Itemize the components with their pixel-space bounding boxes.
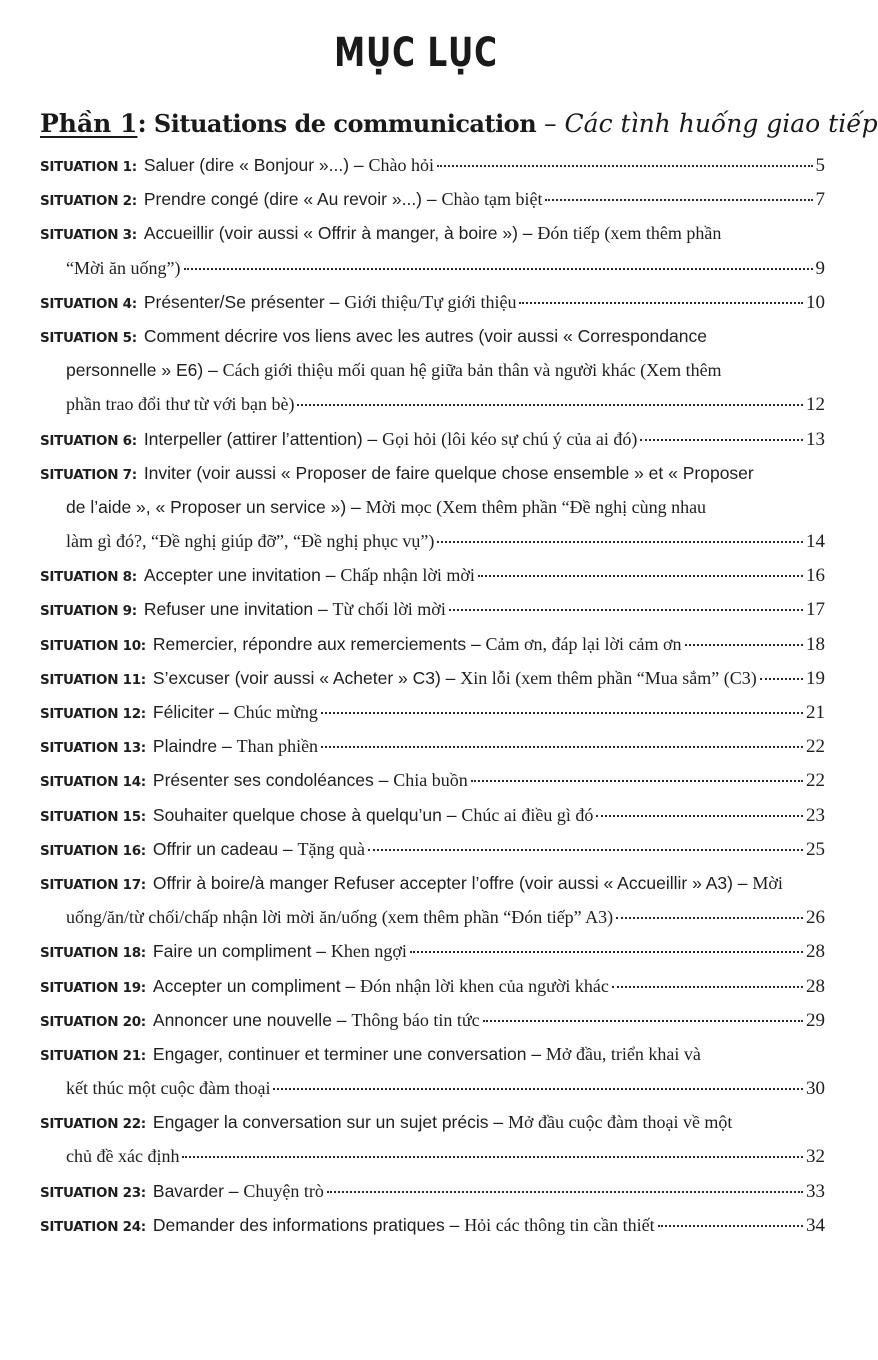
entry-title-french: Engager la conversation sur un sujet précis – (152, 1112, 508, 1133)
toc-entry-line (40, 934, 825, 968)
entry-text (66, 490, 706, 524)
entry-text (153, 798, 593, 832)
entry-title-vietnamese: Đón nhận lời khen của người khác (360, 975, 609, 996)
page-number: 26 (806, 907, 825, 929)
entry-text (66, 900, 613, 934)
page-number: 10 (806, 291, 825, 313)
situation-label: SITUATION 3: (40, 227, 137, 244)
toc-entry-line (40, 319, 825, 353)
toc-entry[interactable] (40, 729, 825, 763)
entry-text (144, 148, 434, 182)
toc-entry[interactable] (40, 182, 825, 216)
toc-entry-line (40, 353, 825, 387)
entry-title-vietnamese: Chấp nhận lời mời (340, 565, 475, 586)
situation-label: SITUATION 8: (40, 569, 137, 586)
entry-text (153, 866, 783, 900)
situation-label: SITUATION 6: (40, 432, 137, 449)
toc-entry[interactable] (40, 1208, 825, 1242)
dot-leader (327, 1191, 803, 1193)
dot-leader (321, 746, 803, 748)
page-title: MỤC LỤC (334, 30, 498, 76)
toc-entry-line (40, 387, 825, 421)
entry-title-vietnamese: làm gì đó?, “Đề nghị giúp đỡ”, “Đề nghị phục vụ”) (66, 531, 435, 552)
entry-title-vietnamese: “Mời ăn uống”) (66, 257, 181, 278)
situation-label: SITUATION 7: (40, 466, 137, 483)
page-number: 5 (815, 155, 825, 176)
entry-title-french: Engager, continuer et terminer une conversation – (152, 1043, 546, 1064)
dot-leader (658, 1225, 803, 1227)
toc-entry[interactable] (40, 1003, 825, 1037)
entry-title-vietnamese: Chúc mừng (233, 702, 318, 722)
situation-label: SITUATION 19: (40, 979, 146, 996)
situation-label: SITUATION 5: (40, 329, 137, 346)
dot-leader (321, 712, 803, 714)
dot-leader (760, 678, 803, 680)
page-number: 33 (806, 1180, 825, 1202)
dot-leader (685, 644, 803, 646)
entry-title-vietnamese: Mời mọc (Xem thêm phần “Đề nghị cùng nhau (365, 496, 707, 517)
entry-title-french: Inviter (voir aussi « Proposer de faire quelque chose ensemble » et « Proposer (143, 462, 754, 483)
entry-title-vietnamese: Thông báo tin tức (351, 1009, 480, 1030)
toc-entry-line (40, 456, 825, 490)
toc-entry-line (40, 1208, 825, 1242)
toc-entry-line (40, 524, 825, 558)
part-colon: : (137, 109, 147, 138)
situation-label: SITUATION 2: (40, 193, 137, 210)
part-title-vietnamese: Các tình huống giao tiếp (564, 109, 878, 138)
entry-title-french: Accueillir (voir aussi « Offrir à manger, à boire ») – (143, 223, 538, 244)
page-number: 13 (806, 428, 825, 450)
situation-label: SITUATION 9: (40, 603, 137, 620)
entry-title-french: Remercier, répondre aux remerciements – (152, 633, 486, 654)
entry-title-vietnamese: Mở đầu cuộc đàm thoại về một (507, 1112, 733, 1133)
situation-label: SITUATION 24: (40, 1218, 146, 1235)
entry-text (66, 1071, 270, 1105)
situation-label: SITUATION 21: (40, 1047, 146, 1064)
entry-title-french: Bavarder – (152, 1180, 244, 1201)
toc-entry-line (40, 866, 825, 900)
page-number: 9 (815, 257, 825, 279)
page-number: 22 (806, 770, 825, 792)
entry-text (144, 456, 754, 490)
entry-text (66, 251, 181, 285)
page-number: 22 (806, 736, 825, 758)
toc-entry-line (40, 798, 825, 832)
page-number: 16 (806, 565, 825, 587)
entry-title-french: Féliciter – (152, 702, 234, 722)
toc-entry[interactable] (40, 934, 825, 968)
toc-entry[interactable] (40, 627, 825, 661)
situation-label: SITUATION 15: (40, 808, 146, 825)
page-number: 28 (806, 975, 825, 997)
entry-title-french: Offrir à boire/à manger Refuser accepter l’offre (voir aussi « Accueillir » A3) – (152, 872, 753, 893)
entry-text (153, 1037, 701, 1071)
toc-entry[interactable] (40, 832, 825, 866)
entry-title-french: personnelle » E6) – (66, 360, 223, 381)
entry-text (153, 1105, 733, 1139)
toc-entry[interactable] (40, 456, 825, 559)
situation-label: SITUATION 17: (40, 876, 146, 893)
toc-entry-line (40, 763, 825, 797)
toc-entry-line (40, 1003, 825, 1037)
toc-entry-line (40, 490, 825, 524)
toc-entry[interactable] (40, 798, 825, 832)
situation-label: SITUATION 12: (40, 706, 146, 722)
dot-leader (184, 268, 813, 270)
entry-title-vietnamese: Than phiền (236, 736, 319, 757)
entry-title-vietnamese: uống/ăn/từ chối/chấp nhận lời mời ăn/uống (xem thêm phần “Đón tiếp” A3) (66, 907, 614, 928)
situation-label: SITUATION 11: (40, 671, 146, 688)
toc-entry-line (40, 251, 825, 285)
dot-leader (640, 439, 803, 441)
entry-text (153, 1174, 324, 1208)
dot-leader (437, 165, 812, 167)
dot-leader (273, 1088, 803, 1090)
dot-leader (368, 849, 803, 851)
entry-text (66, 524, 434, 558)
toc-entry[interactable] (40, 216, 825, 284)
toc-entry[interactable] (40, 422, 825, 456)
toc-entry-line (40, 216, 825, 250)
toc-entry-line (40, 969, 825, 1003)
toc-entry[interactable] (40, 592, 825, 626)
entry-text (153, 1208, 655, 1242)
page-number: 21 (806, 702, 825, 723)
entry-title-vietnamese: Cảm ơn, đáp lại lời cảm ơn (485, 633, 682, 654)
dot-leader (297, 404, 803, 406)
entry-title-vietnamese: Đón tiếp (xem thêm phần (537, 223, 722, 244)
dot-leader (616, 917, 803, 919)
entry-title-french: Refuser une invitation – (143, 599, 333, 620)
entry-title-french: Faire un compliment – (152, 941, 331, 962)
entry-title-vietnamese: Gọi hỏi (lôi kéo sự chú ý của ai đó) (382, 428, 638, 449)
entry-title-french: Prendre congé (dire « Au revoir »...) – (143, 189, 442, 210)
toc-entry[interactable] (40, 695, 825, 729)
entry-title-vietnamese: Mời (752, 872, 783, 893)
entry-text (144, 182, 543, 216)
toc-entry-line (40, 592, 825, 626)
entry-title-vietnamese: chủ đề xác định (66, 1146, 180, 1167)
entry-text (66, 387, 294, 421)
toc-entry[interactable] (40, 1037, 825, 1105)
entry-title-french: Présenter ses condoléances – (152, 770, 394, 791)
page-number: 19 (806, 667, 825, 689)
entry-text (66, 1139, 179, 1173)
entry-title-french: Comment décrire vos liens avec les autres (voir aussi « Correspondance (143, 325, 707, 346)
toc-entry-line (40, 1071, 825, 1105)
page-number: 23 (806, 804, 825, 826)
entry-text (144, 592, 446, 626)
dot-leader (519, 302, 803, 304)
toc-entry-line (40, 1174, 825, 1208)
toc-entry-line (40, 422, 825, 456)
page-number: 28 (806, 941, 825, 963)
page-number: 25 (806, 838, 825, 860)
entry-title-vietnamese: Chia buồn (393, 770, 468, 791)
situation-label: SITUATION 10: (40, 637, 146, 654)
toc-entry[interactable] (40, 148, 825, 182)
dot-leader (478, 575, 803, 577)
entry-title-french: Accepter une invitation – (143, 565, 341, 586)
situation-label: SITUATION 1: (40, 159, 137, 175)
entry-title-vietnamese: phần trao đổi thư từ với bạn bè) (66, 394, 295, 415)
toc-entry-line (40, 285, 825, 319)
entry-title-vietnamese: kết thúc một cuộc đàm thoại (66, 1078, 271, 1099)
entry-text (153, 695, 318, 729)
situation-label: SITUATION 23: (40, 1184, 146, 1201)
dot-leader (612, 986, 803, 988)
entry-title-vietnamese: Chào tạm biệt (441, 189, 543, 210)
entry-title-vietnamese: Tặng quà (297, 838, 366, 859)
entry-title-french: Annoncer une nouvelle – (152, 1009, 352, 1030)
toc-entry[interactable] (40, 969, 825, 1003)
entry-text (153, 969, 609, 1003)
dot-leader (449, 609, 803, 611)
situation-label: SITUATION 14: (40, 774, 146, 791)
entry-text (144, 216, 722, 250)
page-number: 32 (806, 1146, 825, 1168)
part-label: Phần 1 (40, 109, 138, 138)
entry-title-french: Accepter un compliment – (152, 975, 361, 996)
page-number: 17 (806, 599, 825, 621)
toc-entry[interactable] (40, 319, 825, 422)
toc-entry[interactable] (40, 661, 825, 695)
situation-label: SITUATION 16: (40, 842, 146, 859)
entry-text (153, 1003, 480, 1037)
toc-entry-line (40, 1037, 825, 1071)
entry-text (153, 661, 757, 695)
entry-title-vietnamese: Hỏi các thông tin cần thiết (464, 1214, 655, 1235)
entry-title-vietnamese: Giới thiệu/Tự giới thiệu (344, 291, 517, 312)
page-number: 34 (806, 1214, 825, 1236)
situation-label: SITUATION 4: (40, 295, 137, 312)
entry-title-vietnamese: Chuyện trò (243, 1180, 324, 1201)
page-number: 12 (806, 394, 825, 416)
entry-title-french: Offrir un cadeau – (152, 838, 298, 859)
toc-entry[interactable] (40, 285, 825, 319)
toc-entry-line (40, 148, 825, 182)
toc-entry-line (40, 832, 825, 866)
entry-title-french: Plaindre – (152, 736, 237, 757)
entry-title-french: de l’aide », « Proposer un service ») – (66, 496, 366, 517)
toc-entry[interactable] (40, 866, 825, 934)
entry-title-french: Souhaiter quelque chose à quelqu’un – (152, 804, 462, 825)
toc-entry[interactable] (40, 558, 825, 592)
dot-leader (596, 815, 803, 817)
toc-entry[interactable] (40, 1105, 825, 1173)
page-number: 18 (806, 633, 825, 655)
entry-title-french: Présenter/Se présenter – (143, 291, 345, 312)
entry-title-french: Saluer (dire « Bonjour »...) – (143, 155, 369, 175)
entry-title-vietnamese: Khen ngợi (330, 941, 407, 962)
entry-title-vietnamese: Xin lỗi (xem thêm phần “Mua sắm” (C3) (460, 667, 757, 688)
toc-entry[interactable] (40, 763, 825, 797)
entry-title-vietnamese: Chúc ai điều gì đó (461, 804, 594, 825)
part-dash: – (536, 109, 565, 138)
toc-entry-line (40, 627, 825, 661)
dot-leader (437, 541, 803, 543)
part-heading (40, 108, 878, 139)
dot-leader (182, 1156, 803, 1158)
entry-title-french: Demander des informations pratiques – (152, 1214, 465, 1235)
page-number: 30 (806, 1078, 825, 1100)
dot-leader (483, 1020, 803, 1022)
entry-title-vietnamese: Cách giới thiệu mối quan hệ giữa bản thân và người khác (Xem thêm (222, 360, 722, 381)
entry-title-vietnamese: Chào hỏi (368, 155, 435, 175)
toc-entries (40, 148, 825, 1242)
entry-text (144, 422, 638, 456)
toc-entry-line (40, 695, 825, 729)
toc-entry-line (40, 558, 825, 592)
toc-entry-line (40, 1105, 825, 1139)
entry-text (153, 832, 365, 866)
toc-entry-line (40, 729, 825, 763)
situation-label: SITUATION 22: (40, 1116, 146, 1133)
entry-title-vietnamese: Mở đầu, triển khai và (545, 1043, 701, 1064)
entry-text (144, 319, 707, 353)
page-number: 29 (806, 1009, 825, 1031)
dot-leader (471, 780, 803, 782)
part-title-french: Situations de communication (153, 109, 537, 138)
entry-title-french: S’excuser (voir aussi « Acheter » C3) – (152, 667, 461, 688)
toc-entry-line (40, 1139, 825, 1173)
entry-text (153, 729, 318, 763)
situation-label: SITUATION 13: (40, 740, 146, 757)
entry-text (144, 558, 475, 592)
entry-text (66, 353, 722, 387)
dot-leader (410, 951, 803, 953)
entry-text (153, 934, 407, 968)
entry-title-vietnamese: Từ chối lời mời (332, 599, 446, 620)
entry-text (153, 763, 468, 797)
entry-title-french: Interpeller (attirer l’attention) – (143, 428, 383, 449)
situation-label: SITUATION 18: (40, 945, 146, 962)
entry-text (153, 627, 682, 661)
page-number: 7 (815, 189, 825, 211)
entry-text (144, 285, 517, 319)
toc-entry-line (40, 900, 825, 934)
situation-label: SITUATION 20: (40, 1013, 146, 1030)
toc-entry-line (40, 182, 825, 216)
dot-leader (545, 199, 812, 201)
page-number: 14 (806, 531, 825, 553)
toc-entry-line (40, 661, 825, 695)
toc-entry[interactable] (40, 1174, 825, 1208)
